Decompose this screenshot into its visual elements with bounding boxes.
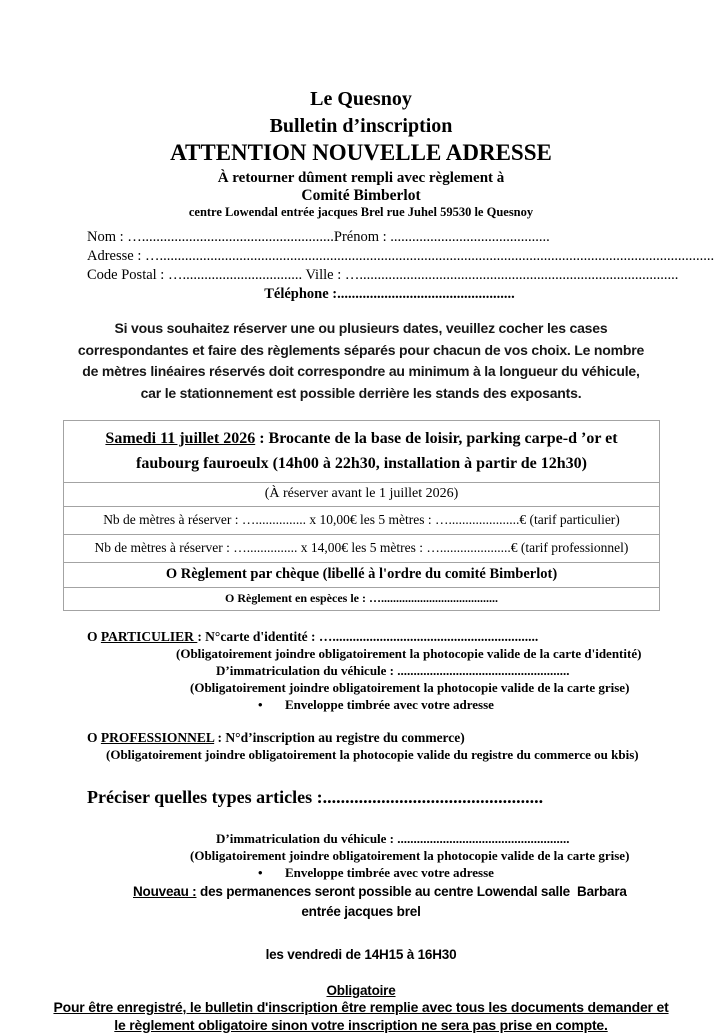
particulier-label: PARTICULIER <box>101 629 197 644</box>
nouveau-text: des permanences seront possible au centre Lowendal salle Barbara <box>196 884 626 899</box>
ville-field: Ville : …........................................................................................ <box>302 267 678 283</box>
page-subtitle: Bulletin d’inscription <box>0 113 722 139</box>
vehicle-section-2 <box>0 830 722 922</box>
warning-line-1: Pour être enregistré, le bulletin d'inscription être remplie avec tous les documents demander et <box>40 999 682 1017</box>
opening-hours: les vendredi de 14H15 à 16H30 <box>0 947 722 962</box>
reservation-notice: Si vous souhaitez réserver une ou plusieurs dates, veuillez cocher les cases correspondantes et faire des règlements séparés pour chacun de vos choix. Le nombre de mètres linéaires réservés doit correspondre au minimum à la longueur du véhicule, car le stationnement est possible derrière les stands des exposants. <box>72 318 650 404</box>
particulier-option-mark: O <box>87 629 101 644</box>
warning-line-2: le règlement obligatoire sinon votre inscription ne sera pas prise en compte. <box>40 1017 682 1034</box>
page-title: Le Quesnoy <box>0 86 722 113</box>
event-title-row <box>64 421 659 482</box>
envelope-line-2 <box>0 864 722 881</box>
payment-cheque-row: O Règlement par chèque (libellé à l'ordre du comité Bimberlot) <box>64 562 659 587</box>
event-description: : Brocante de la base de loisir, parking carpe-d ’or et faubourg fauroeulx (14h00 à 22h30, installation à partir de 12h30) <box>136 430 618 472</box>
particulier-section <box>0 628 722 713</box>
name-line <box>87 228 662 247</box>
postal-city-line <box>87 266 662 285</box>
code-postal-field: Code Postal : …................................. <box>87 267 302 283</box>
committee-name: Comité Bimberlot <box>0 187 722 205</box>
registre-commerce-field: : N°d’inscription au registre du commerce) <box>214 730 465 745</box>
carte-identite-field: : N°carte d'identité : …............................................................. <box>197 629 538 644</box>
reserve-before-row: (À réserver avant le 1 juillet 2026) <box>64 482 659 506</box>
committee-address: centre Lowendal entrée jacques Brel rue Juhel 59530 le Quesnoy <box>0 205 722 219</box>
professionnel-heading-line <box>0 729 722 746</box>
professionnel-section <box>0 729 722 763</box>
address-line <box>87 247 662 266</box>
payment-especes-row: O Règlement en espèces le : …....................................... <box>64 587 659 610</box>
obligatoire-heading: Obligatoire <box>0 982 722 999</box>
nom-field: Nom : …..................................................... <box>87 229 334 245</box>
articles-type-field: Préciser quelles types articles :................................................. <box>0 784 722 810</box>
envelope-text-2: Enveloppe timbrée avec votre adresse <box>285 865 494 880</box>
note-grise-2: (Obligatoirement joindre obligatoirement la photocopie valide de la carte grise) <box>0 847 722 864</box>
return-note: À retourner dûment rempli avec règlement à <box>0 169 722 187</box>
telephone-field: Téléphone :................................................. <box>264 286 515 302</box>
event-table <box>63 420 660 611</box>
attention-heading: ATTENTION NOUVELLE ADRESSE <box>0 139 722 167</box>
particulier-envelope-line <box>0 696 722 713</box>
particulier-note-grise: (Obligatoirement joindre obligatoirement la photocopie valide de la carte grise) <box>0 679 722 696</box>
adresse-field: Adresse : …......................................................................................................................................................... <box>87 248 714 264</box>
event-date: Samedi 11 juillet 2026 <box>105 430 255 447</box>
professionnel-option-mark: O <box>87 730 101 745</box>
prenom-field: Prénom : ............................................ <box>334 229 550 245</box>
nouveau-line <box>0 882 722 902</box>
nouveau-label: Nouveau : <box>133 884 196 899</box>
telephone-line <box>87 285 662 304</box>
professionnel-note-kbis: (Obligatoirement joindre obligatoirement la photocopie valide du registre du commerce ou kbis) <box>0 746 722 763</box>
immatriculation-field-2: D’immatriculation du véhicule : ..................................................... <box>0 830 722 847</box>
bullet-icon: • <box>258 864 285 881</box>
tarif-particulier-row: Nb de mètres à réserver : …............... x 10,00€ les 5 mètres : ….....................€ (tarif particulier) <box>64 506 659 534</box>
identity-fields <box>87 228 662 304</box>
document-header <box>0 0 722 219</box>
bullet-icon: • <box>258 696 285 713</box>
registration-warning <box>40 999 682 1034</box>
particulier-note-identite: (Obligatoirement joindre obligatoirement la photocopie valide de la carte d'identité) <box>0 645 722 662</box>
particulier-heading-line <box>0 628 722 645</box>
professionnel-label: PROFESSIONNEL <box>101 730 214 745</box>
envelope-text: Enveloppe timbrée avec votre adresse <box>285 697 494 712</box>
particulier-immatriculation-field: D’immatriculation du véhicule : ..................................................... <box>0 662 722 679</box>
nouveau-line-2: entrée jacques brel <box>0 902 722 922</box>
tarif-professionnel-row: Nb de mètres à réserver : …............... x 14,00€ les 5 mètres : ….....................€ (tarif professionnel) <box>64 534 659 562</box>
